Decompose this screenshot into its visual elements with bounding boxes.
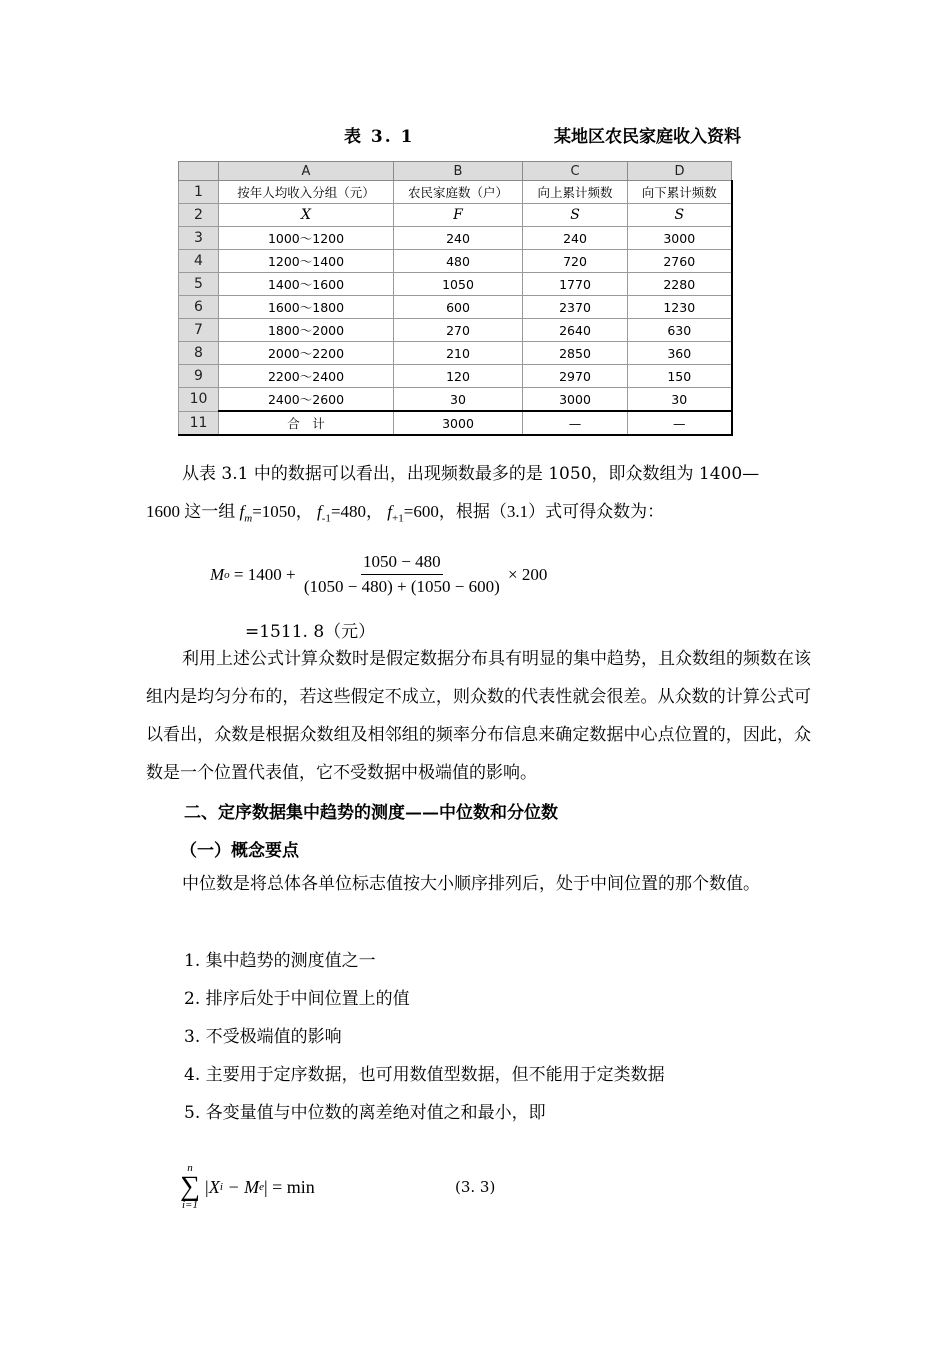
sheet-cell[interactable]: 1050 (394, 273, 523, 296)
sheet-cell[interactable]: 3000 (523, 388, 628, 412)
sheet-cell[interactable]: 2760 (628, 250, 732, 273)
equation-number: (3. 3) (455, 1178, 496, 1196)
mode-formula (210, 552, 547, 597)
sheet-cell[interactable]: 630 (628, 319, 732, 342)
row-header[interactable]: 10 (179, 388, 219, 412)
sheet-row (179, 250, 732, 273)
income-spreadsheet (178, 161, 733, 436)
sheet-cell[interactable]: 向下累计频数 (628, 181, 732, 204)
mo-fraction (304, 552, 500, 597)
subsection-heading: （一）概念要点 (180, 841, 299, 861)
sheet-cell[interactable]: 1000～1200 (219, 227, 394, 250)
sigma-glyph: ∑ (180, 1171, 200, 1202)
column-header-d[interactable]: D (628, 162, 732, 181)
sheet-cell[interactable]: 1600～1800 (219, 296, 394, 319)
sigma-lower-limit: i=1 (181, 1199, 198, 1211)
column-header-c[interactable]: C (523, 162, 628, 181)
sheet-row (179, 411, 732, 435)
paragraph-mode-intro (146, 455, 811, 493)
f-minus-subscript: -1 (321, 512, 331, 525)
sheet-cell[interactable]: 240 (394, 227, 523, 250)
row-header[interactable]: 4 (179, 250, 219, 273)
sheet-cell[interactable]: 2200～2400 (219, 365, 394, 388)
sheet-cell[interactable]: 按年人均收入分组（元） (219, 181, 394, 204)
sum-term-min: | = min (264, 1176, 315, 1197)
row-header[interactable]: 2 (179, 204, 219, 227)
row-header[interactable]: 6 (179, 296, 219, 319)
table-title: 某地区农民家庭收入资料 (554, 127, 741, 147)
paragraph-mode-assumptions: 利用上述公式计算众数时是假定数据分布具有明显的集中趋势，且众数组的频数在该组内是均匀分布的，若这些假定不成立，则众数的代表性就会很差。从众数的计算公式可以看出，众数是根据众数组及相邻组的频率分布信息来确定数据中心点位置的，因此，众数是一个位置代表值，它不受数据中极端值的影响。 (146, 649, 811, 783)
f-minus-symbol: f (317, 502, 322, 521)
sheet-cell[interactable]: 270 (394, 319, 523, 342)
sheet-cell[interactable]: S (523, 204, 628, 227)
sheet-cell[interactable]: 1800～2000 (219, 319, 394, 342)
sum-term-m: − M (222, 1176, 260, 1197)
sheet-cell[interactable]: 480 (394, 250, 523, 273)
row-header[interactable]: 11 (179, 411, 219, 435)
sheet-body (179, 181, 732, 436)
column-header-b[interactable]: B (394, 162, 523, 181)
sheet-cell[interactable]: 2850 (523, 342, 628, 365)
sheet-cell[interactable]: 2640 (523, 319, 628, 342)
sheet-row (179, 296, 732, 319)
paragraph-median-definition: 中位数是将总体各单位标志值按大小顺序排列后，处于中间位置的那个数值。 (182, 874, 760, 894)
sheet-cell[interactable]: 150 (628, 365, 732, 388)
sigma-upper-limit: n (187, 1162, 193, 1174)
mo-equals: = 1400 + (229, 564, 300, 584)
sum-term-x: |X (203, 1176, 220, 1197)
sheet-cell[interactable]: 600 (394, 296, 523, 319)
sheet-cell[interactable]: 30 (394, 388, 523, 412)
sheet-cell[interactable]: S (628, 204, 732, 227)
sheet-row (179, 342, 732, 365)
sheet-cell[interactable]: 2370 (523, 296, 628, 319)
sheet-cell[interactable]: 3000 (628, 227, 732, 250)
sheet-row (179, 319, 732, 342)
sheet-cell[interactable]: 1400～1600 (219, 273, 394, 296)
sheet-cell[interactable]: 2400～2600 (219, 388, 394, 412)
list-item: 5. 各变量值与中位数的离差绝对值之和最小，即 (184, 1103, 546, 1123)
sigma-symbol (180, 1163, 200, 1211)
sheet-cell[interactable]: 2000～2200 (219, 342, 394, 365)
sheet-row (179, 204, 732, 227)
column-header-row (179, 162, 732, 181)
f-minus-value: =480， (330, 502, 384, 521)
f-plus-symbol: f (387, 502, 393, 521)
sheet-cell[interactable]: 农民家庭数（户） (394, 181, 523, 204)
sheet-cell[interactable]: — (523, 411, 628, 435)
sheet-cell[interactable]: 240 (523, 227, 628, 250)
mo-denominator: (1050 − 480) + (1050 − 600) (303, 577, 500, 596)
fm-subscript: m (244, 512, 253, 525)
sheet-cell[interactable]: 1230 (628, 296, 732, 319)
mo-symbol: M (210, 564, 225, 584)
table-number: 表 3. 1 (344, 127, 415, 147)
median-sum-formula (180, 1163, 315, 1211)
row-header[interactable]: 8 (179, 342, 219, 365)
row-header[interactable]: 3 (179, 227, 219, 250)
row-header[interactable]: 7 (179, 319, 219, 342)
list-item: 2. 排序后处于中间位置上的值 (184, 989, 410, 1009)
sheet-cell[interactable]: 1770 (523, 273, 628, 296)
mo-subscript: o (224, 568, 230, 581)
fm-value: =1050， (252, 502, 313, 521)
sheet-cell[interactable]: 合 计 (219, 411, 394, 435)
list-item: 1. 集中趋势的测度值之一 (184, 951, 376, 971)
row-header[interactable]: 9 (179, 365, 219, 388)
sheet-cell[interactable]: 3000 (394, 411, 523, 435)
mo-multiplier: × 200 (503, 564, 548, 584)
sheet-row (179, 181, 732, 204)
mo-numerator: 1050 − 480 (361, 552, 443, 575)
row-header[interactable]: 1 (179, 181, 219, 204)
sheet-cell[interactable]: 2970 (523, 365, 628, 388)
paragraph-line: 从表 3.1 中的数据可以看出，出现频数最多的是 1050，即众数组为 1400— (182, 464, 760, 484)
sum-term-x-sub: i (219, 1181, 223, 1193)
mode-result: =1511. 8（元） (245, 622, 376, 642)
sheet-cell[interactable]: 720 (523, 250, 628, 273)
sheet-cell[interactable]: 360 (628, 342, 732, 365)
fm-symbol: f (239, 502, 245, 521)
sheet-cell[interactable]: 210 (394, 342, 523, 365)
sheet-corner[interactable] (179, 162, 219, 181)
text-run: 1600 这一组 (146, 502, 240, 521)
sheet-cell[interactable]: 30 (628, 388, 732, 412)
sheet-cell[interactable]: X (219, 204, 394, 227)
sheet-cell[interactable]: 向上累计频数 (523, 181, 628, 204)
paragraph-mode-values (146, 493, 811, 537)
list-item: 3. 不受极端值的影响 (184, 1027, 342, 1047)
sheet-row (179, 388, 732, 412)
sheet-cell[interactable]: 2280 (628, 273, 732, 296)
row-header[interactable]: 5 (179, 273, 219, 296)
section-heading: 二、定序数据集中趋势的测度——中位数和分位数 (184, 803, 558, 823)
sheet-cell[interactable]: 120 (394, 365, 523, 388)
sheet-row (179, 365, 732, 388)
sum-term-m-sub: e (259, 1181, 265, 1193)
column-header-a[interactable]: A (219, 162, 394, 181)
sheet-row (179, 227, 732, 250)
f-plus-subscript: +1 (392, 512, 404, 525)
sheet-cell[interactable]: F (394, 204, 523, 227)
list-item: 4. 主要用于定序数据，也可用数值型数据，但不能用于定类数据 (184, 1065, 665, 1085)
sheet-row (179, 273, 732, 296)
f-plus-value: =600，根据（3.1）式可得众数为： (403, 502, 665, 521)
sheet-cell[interactable]: 1200～1400 (219, 250, 394, 273)
sheet-cell[interactable]: — (628, 411, 732, 435)
